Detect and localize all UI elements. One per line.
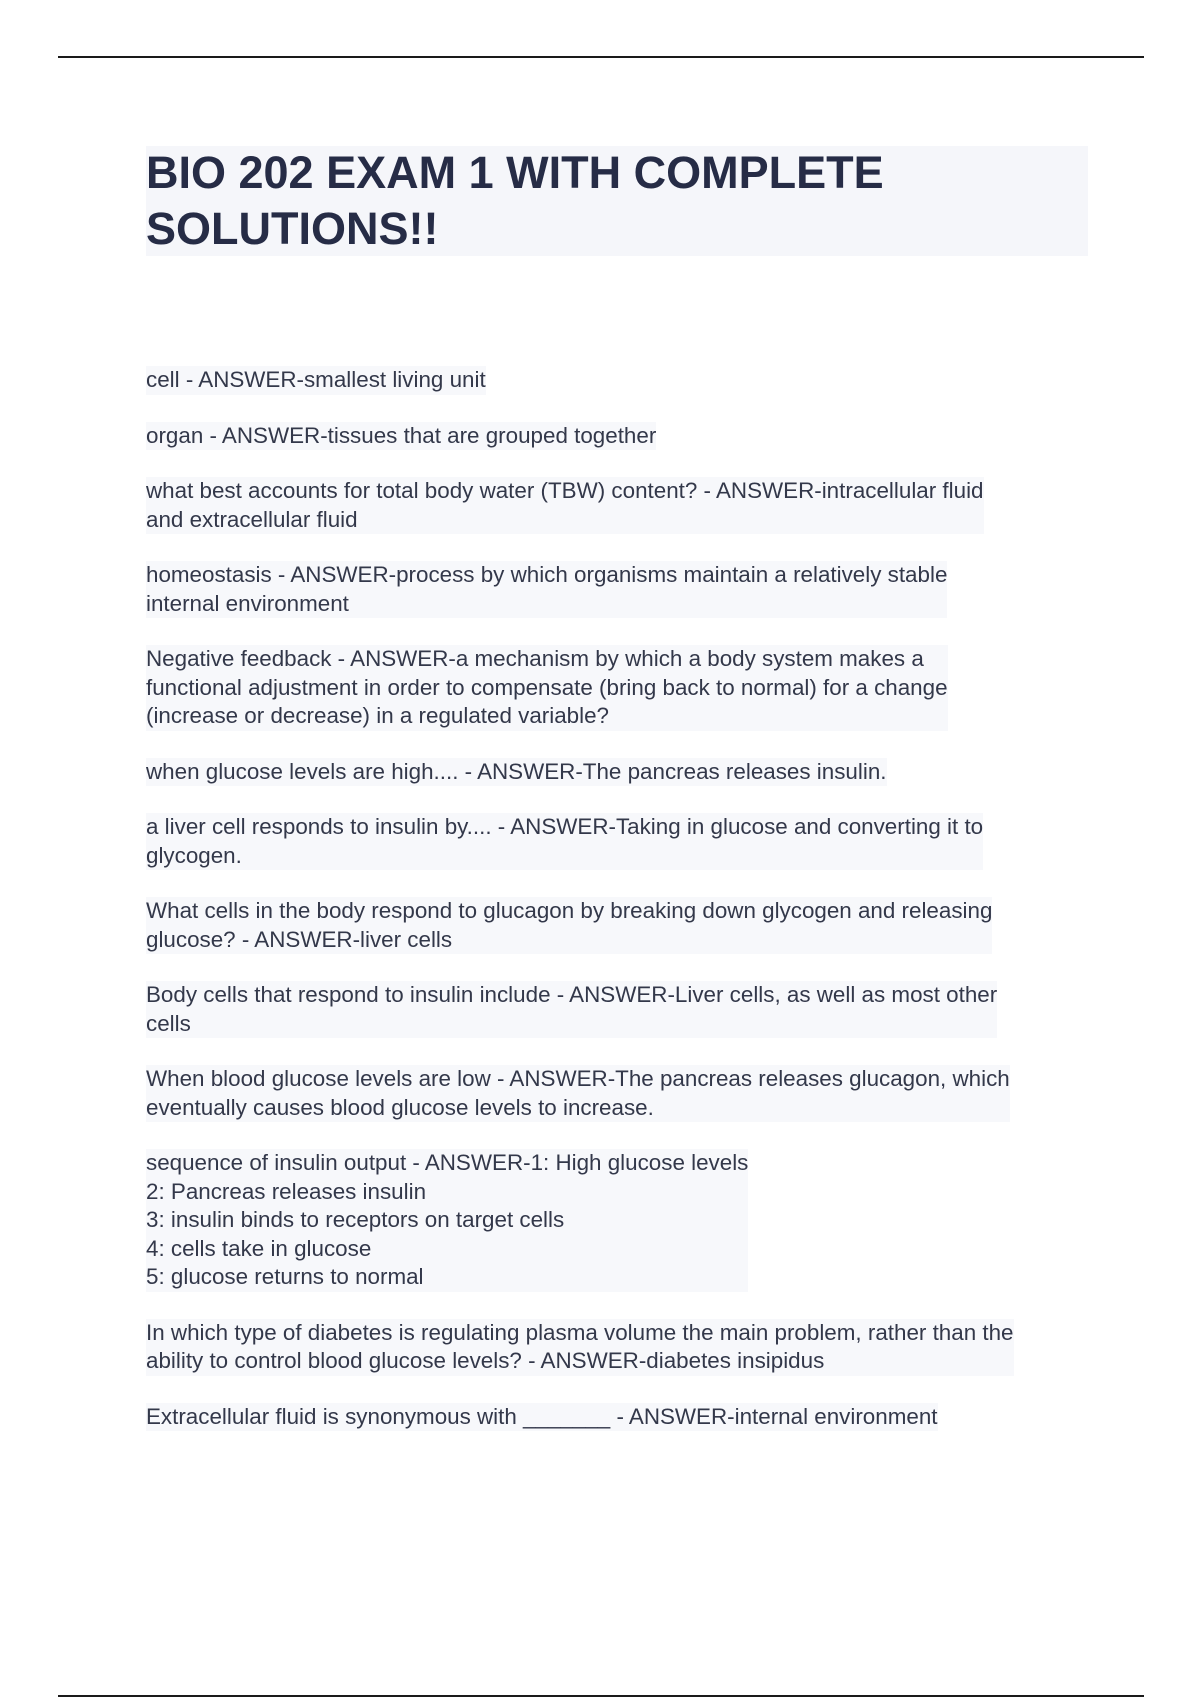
document-title: BIO 202 EXAM 1 WITH COMPLETE SOLUTIONS!! (146, 147, 884, 254)
qa-item-total-body-water: what best accounts for total body water (TBW) content? - ANSWER-intracellular fluid and extracellular fluid (146, 477, 984, 534)
title-block (146, 146, 1088, 256)
qa-item-insulin-body-cells: Body cells that respond to insulin include - ANSWER-Liver cells, as well as most other cells (146, 981, 997, 1038)
qa-item-cell: cell - ANSWER-smallest living unit (146, 366, 486, 395)
qa-item-extracellular-fluid: Extracellular fluid is synonymous with _______ - ANSWER-internal environment (146, 1403, 938, 1432)
qa-item-glucose-high: when glucose levels are high.... - ANSWER-The pancreas releases insulin. (146, 758, 887, 787)
qa-item-glucagon-cells: What cells in the body respond to glucagon by breaking down glycogen and releasing glucose? - ANSWER-liver cells (146, 897, 992, 954)
qa-item-negative-feedback: Negative feedback - ANSWER-a mechanism by which a body system makes a functional adjustment in order to compensate (bring back to normal) for a change (increase or decrease) in a regulated variable? (146, 645, 948, 731)
qa-list (146, 366, 1086, 1458)
qa-item-insulin-sequence: sequence of insulin output - ANSWER-1: High glucose levels 2: Pancreas releases insulin 3: insulin binds to receptors on target cells 4: cells take in glucose 5: glucose returns to normal (146, 1149, 748, 1292)
qa-item-diabetes-type: In which type of diabetes is regulating plasma volume the main problem, rather than the ability to control blood glucose levels? - ANSWER-diabetes insipidus (146, 1319, 1014, 1376)
qa-item-homeostasis: homeostasis - ANSWER-process by which organisms maintain a relatively stable internal environment (146, 561, 947, 618)
qa-item-glucose-low: When blood glucose levels are low - ANSWER-The pancreas releases glucagon, which eventually causes blood glucose levels to increase. (146, 1065, 1010, 1122)
qa-item-liver-cell-insulin: a liver cell responds to insulin by.... - ANSWER-Taking in glucose and converting it to glycogen. (146, 813, 983, 870)
top-rule (58, 56, 1144, 58)
bottom-rule (58, 1695, 1144, 1697)
qa-item-organ: organ - ANSWER-tissues that are grouped together (146, 422, 656, 451)
